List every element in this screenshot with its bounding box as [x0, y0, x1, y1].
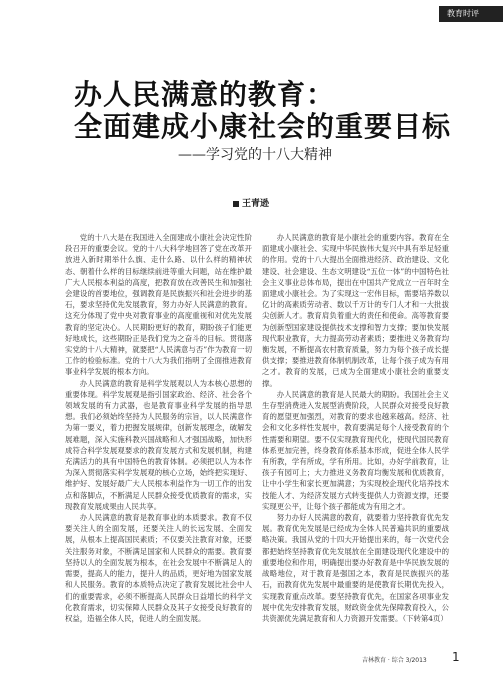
- body-paragraph: 办人民满意的教育是人民最大的期盼。我国社会主义生存型消费进入发展型消费阶段，人民群众对接受良好教育的愿望更加强烈，对教育的要求也越来越高。经济、社会和文化多样性发展中，教育要满足每个人接受教育的个性需要和期望。要不仅实现教育现代化，使现代国民教育体系更加完善，终身教育体系基本形成，促进全体人民学有所教，学有所成，学有所用。比如，办好学前教育，让孩子有园可上；大力推进义务教育均衡发展和优质教育，让中小学生和家长更加满意；为实现校企现代化培养技术技能人才、为经济发展方式转变提供人力资源支撑，还要实现更公平，让每个孩子都能成为有用之才。: [262, 389, 449, 511]
- body-paragraph: 办人民满意的教育是教育事业的本质要求。教育不仅要关注人的全面发展，还要关注人的长远发展、全面发展，从根本上提高国民素质；不仅要关注教育对象，还要关注服务对象，不断满足国家和人民群众的需要。教育要坚持以人的全面发展为根本，在社会发展中不断满足人的需要，提高人的能力，提升人的品质，更好地为国家发展和人民服务。教育的本质特点决定了教育发展比社会中人们的重要需求，必须不断提高人民群众日益增长的科学文化教育需求，切实保障人民群众及其子女接受良好教育的权益，造福全体人民，促进人的全面发展。: [65, 513, 252, 623]
- section-tag: 教育时评: [439, 6, 503, 22]
- article-subtitle: ——学习党的十八大精神: [178, 147, 332, 163]
- author-byline: [233, 196, 269, 209]
- body-paragraph: 办人民满意的教育是小康社会的重要内容。教育在全面建成小康社会、实现中华民族伟大复兴中具有举足轻重的作用。党的十八大提出全面推进经济、政治建设、文化建设、社会建设、生态文明建设“五位一体”的中国特色社会主义事业总体布局，提出在中国共产党成立一百年时全面建成小康社会。为了实现这一宏伟目标，需要培养数以亿计的高素质劳动者、数以千万计的专门人才和一大批拔尖创新人才。教育肩负着重大的责任和使命。高等教育要为创新型国家建设提供技术支撑和智力支撑；要加快发展现代职业教育，大力提高劳动者素质；要推进义务教育均衡发展，不断提高农村教育质量，努力为每个孩子成长提供支撑；要推进教育体制机制改革，让每个孩子成为有用之才。教育的发展，已成为全面建成小康社会的重要支撑。: [262, 233, 449, 388]
- body-column-right: [262, 232, 449, 624]
- body-column-left: [65, 232, 252, 624]
- body-paragraph: 努力办好人民满意的教育，就要着力坚持教育优先发展。教育优先发展是已经成为全体人民普遍共识的重要战略决策。我国从党的十四大开始提出来的，每一次党代会都把始终坚持教育优先发展放在全面建设现代化建设中的重要地位和作用，明确提出要办好教育是中华民族发展的战略地位，对于教育是强国之本，教育是民族振兴的基石，而教育优先发展中最重要的是使教育长期优先投入，实现教育重点改革。要坚持教育优先，在国家各项事业发展中优先安排教育发展，财政资金优先保障教育投入，公共资源优先满足教育和人力资源开发需要。（下转第4页）: [262, 513, 449, 623]
- square-bullet-icon: [233, 201, 239, 207]
- author-name: 王青逊: [242, 199, 270, 209]
- body-paragraph: 党的十八大是在我国进入全面建成小康社会决定性阶段召开的重要会议。党的十八大科学地回答了党在改革开放进入新时期举什么旗、走什么路、以什么样的精神状态、朝着什么样的目标继续前进等重大问题，站在维护最广大人民根本利益的高度，把教育放在改善民生和加强社会建设的首要地位，强调教育是民族振兴和社会进步的基石，要求坚持优先发展教育，努力办好人民满意的教育。这充分体现了党中央对教育事业的高度重视和对优先发展教育的坚定决心。人民期盼更好的教育，期盼孩子们能更好地成长，这些期盼正是我们党为之奋斗的目标。贯彻落实党的十八大精神，就要把“人民满意与否”作为教育一切工作的检验标准。党的十八大为我们指明了全面推进教育事业科学发展的根本方向。: [65, 233, 252, 377]
- article-title-line1: 办人民满意的教育：: [74, 78, 336, 111]
- journal-footer: 吉林教育 · 综合 3/2013: [362, 657, 427, 664]
- page-number: 1: [452, 650, 460, 664]
- body-paragraph: 办人民满意的教育是科学发展观以人为本核心思想的重要体现。科学发展观是指引国家政治、经济、社会各个领域发展的有力武器，也是教育事业科学发展的指导思想。我们必须始终坚持为人民服务的宗旨，以人民满意作为第一要义，着力把握发展规律，创新发展理念，破解发展难题，深入实施科教兴国战略和人才强国战略，加快形成符合科学发展观要求的教育发展方式和发展机制，构建充满活力的具有中国特色的教育体制。必须把以人为本作为深入贯彻落实科学发展观的核心立场，始终把实现好、维护好、发展好最广大人民根本利益作为一切工作的出发点和落脚点，不断满足人民群众接受优质教育的需求，实现教育发展成果由人民共享。: [65, 378, 252, 511]
- article-title-line2: 全面建成小康社会的重要目标: [74, 110, 452, 143]
